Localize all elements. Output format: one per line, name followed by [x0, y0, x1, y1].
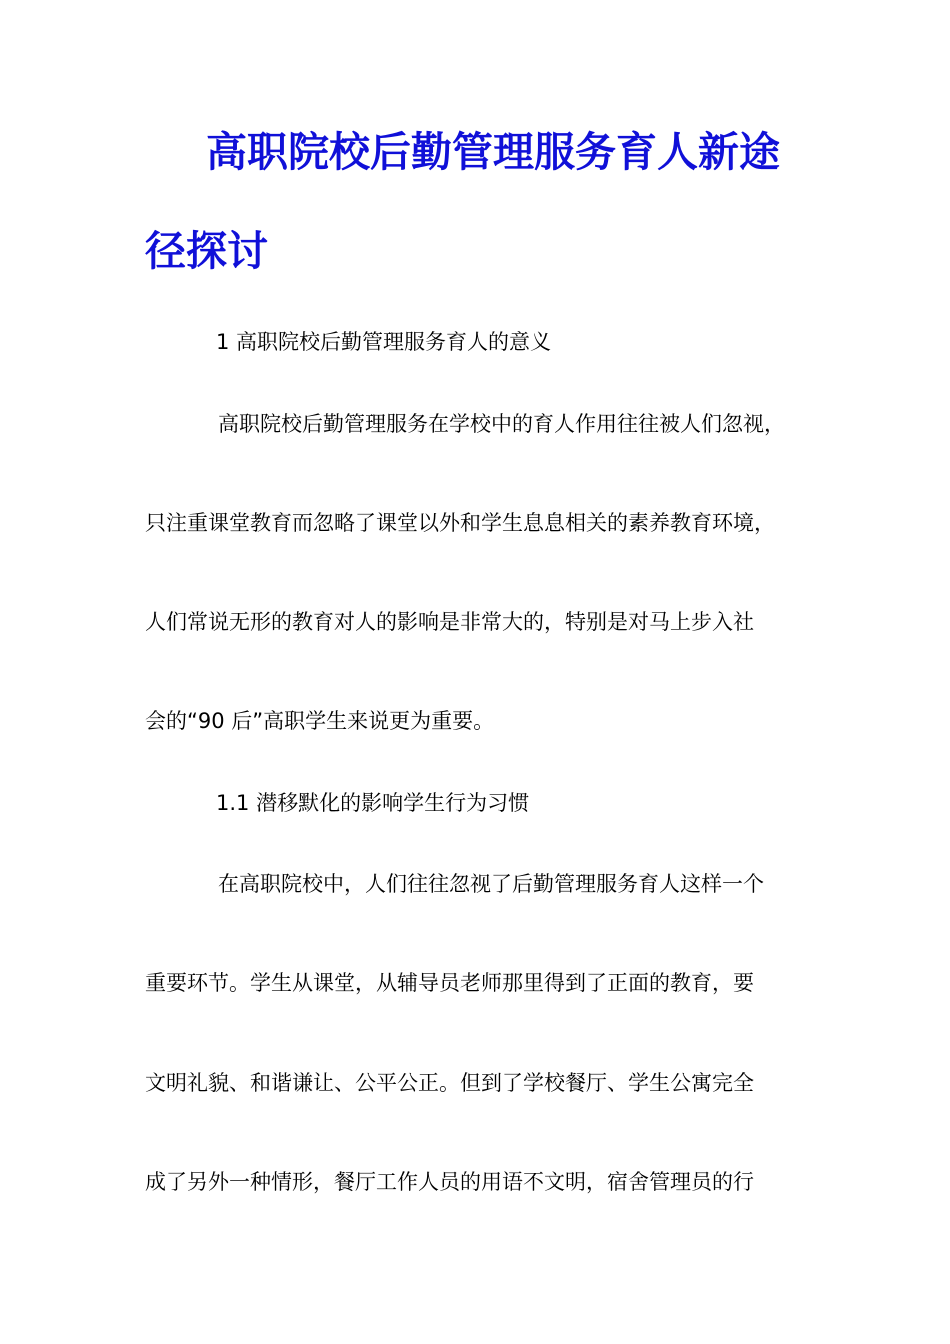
section-1-paragraph-line: 只注重课堂教育而忽略了课堂以外和学生息息相关的素养教育环境， [145, 511, 775, 535]
section-1-1-heading: 1.1 潜移默化的影响学生行为习惯 [216, 791, 530, 815]
section-1-paragraph-line: 高职院校后勤管理服务在学校中的育人作用往往被人们忽视， [218, 412, 785, 436]
section-1-1-paragraph-line: 成了另外一种情形，餐厅工作人员的用语不文明，宿舍管理员的行 [145, 1170, 754, 1194]
section-1-heading: 1 高职院校后勤管理服务育人的意义 [216, 330, 552, 354]
document-title-line-1: 高职院校后勤管理服务育人新途 [206, 128, 780, 176]
section-1-paragraph-line: 会的“90 后”高职学生来说更为重要。 [145, 709, 495, 733]
section-1-1-paragraph-line: 文明礼貌、和谐谦让、公平公正。但到了学校餐厅、学生公寓完全 [145, 1071, 754, 1095]
section-1-paragraph-line: 人们常说无形的教育对人的影响是非常大的，特别是对马上步入社 [145, 610, 754, 634]
document-title-line-2: 径探讨 [145, 227, 268, 275]
section-1-1-paragraph-line: 在高职院校中，人们往往忽视了后勤管理服务育人这样一个 [218, 872, 764, 896]
section-1-1-paragraph-line: 重要环节。学生从课堂，从辅导员老师那里得到了正面的教育，要 [145, 971, 754, 995]
